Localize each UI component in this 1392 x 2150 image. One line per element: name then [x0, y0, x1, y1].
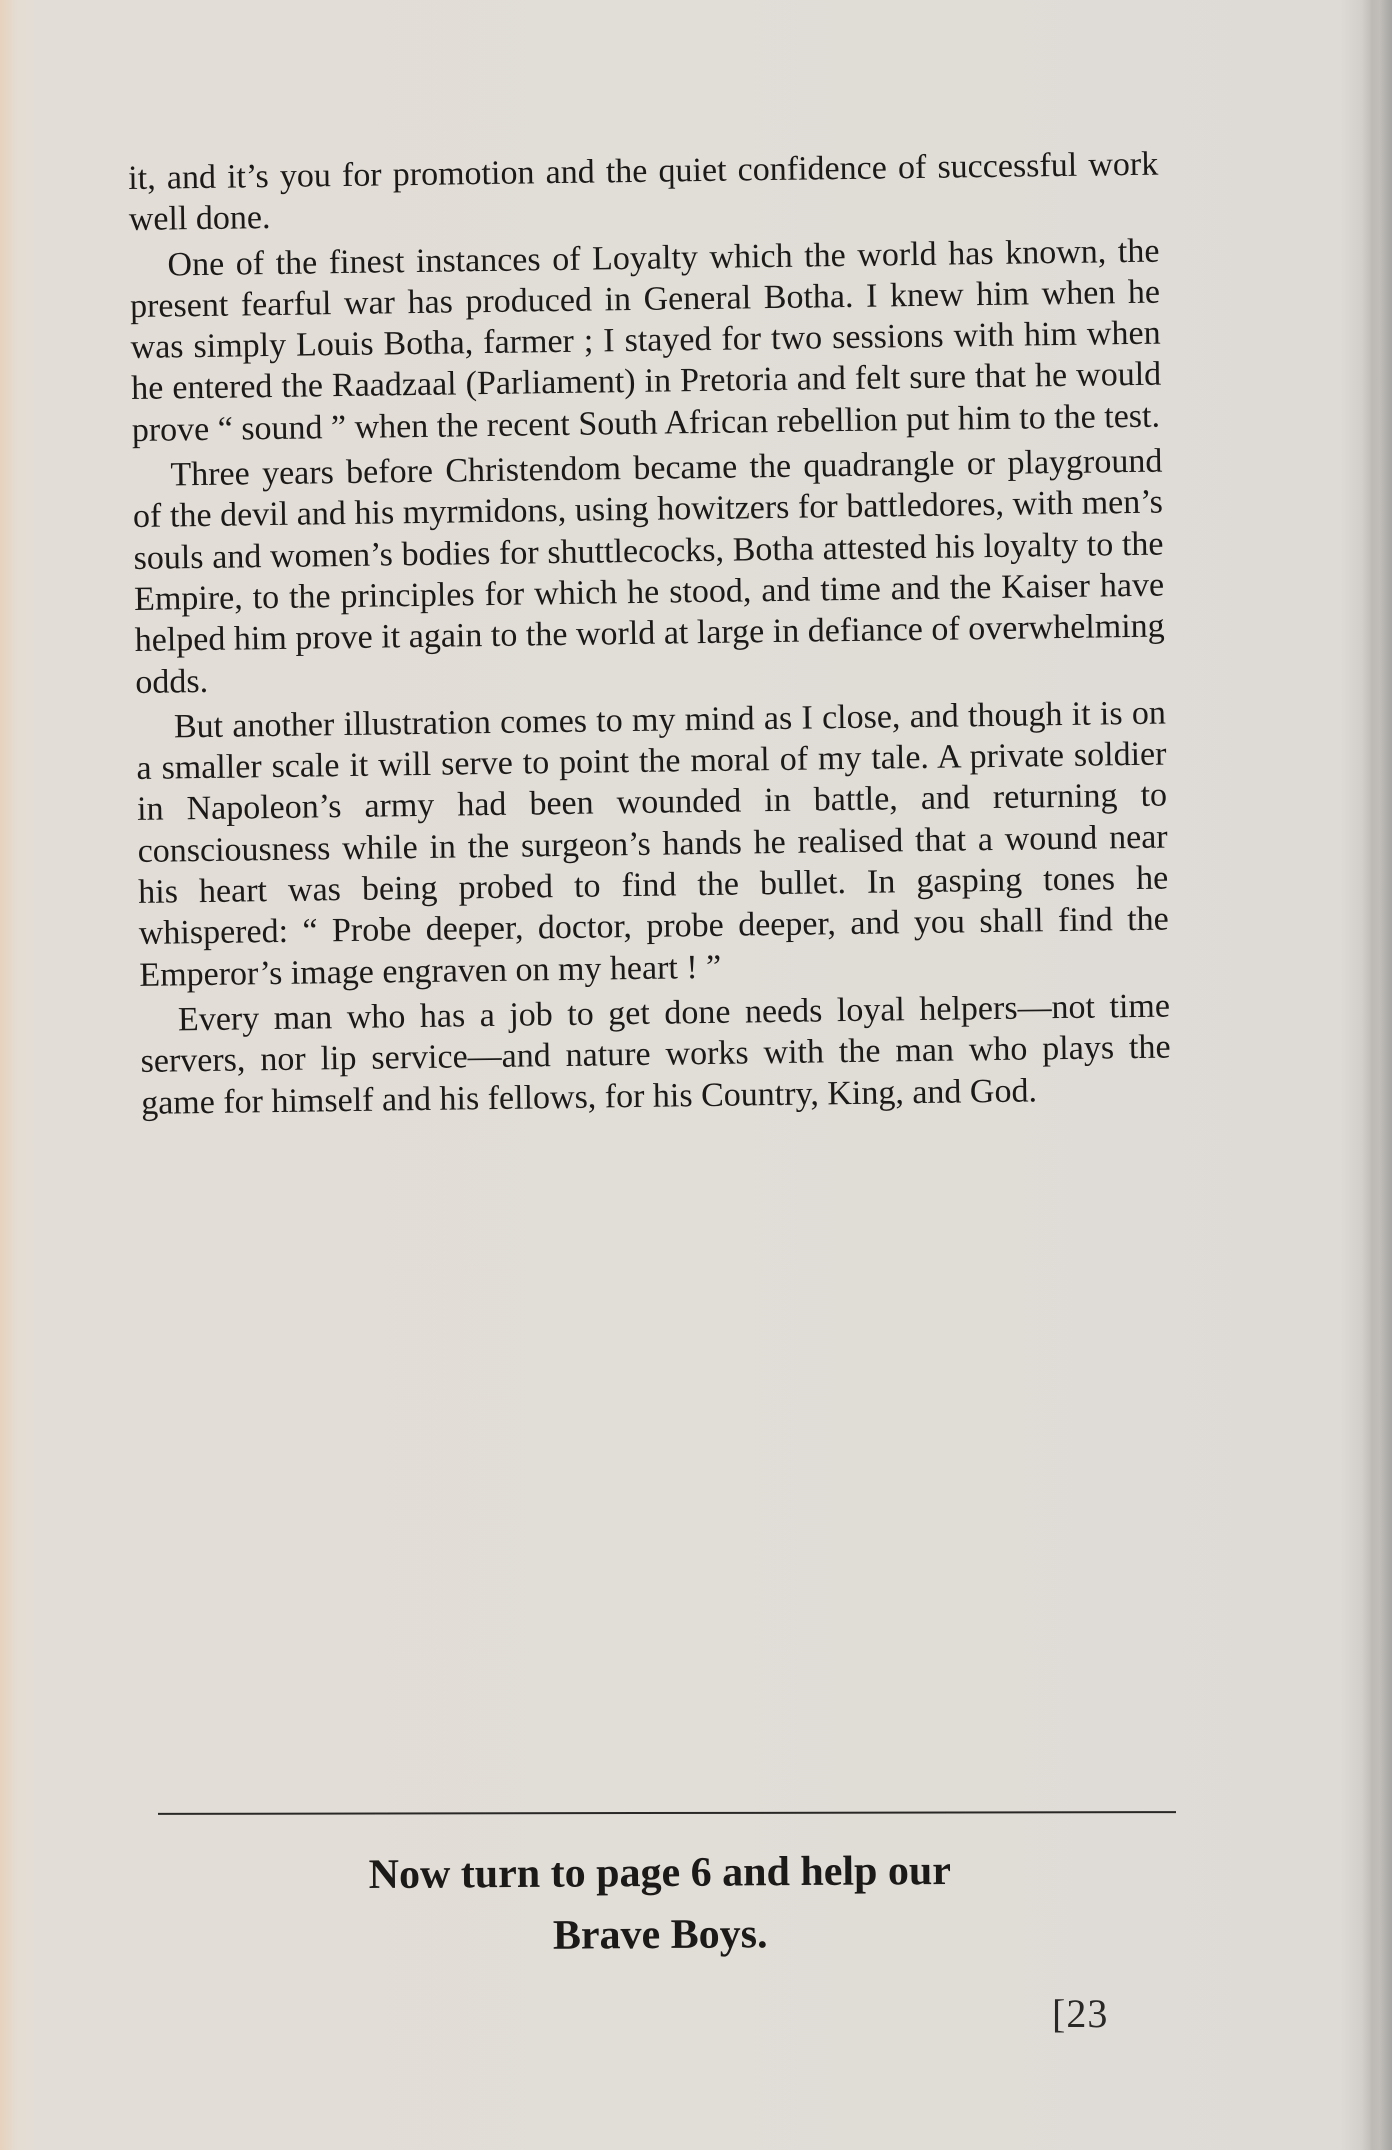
footer-note: [180, 1839, 1141, 1970]
footer-line-1: Now turn to page 6 and help our: [368, 1847, 952, 1899]
paragraph-1: it, and it’s you for promotion and the quiet confidence of successful work well done.: [128, 145, 1159, 239]
paragraph-3: Three years before Christendom became the quadrangle or playground of the devil and his myrmidons, using howitzers for battledores, with men’s souls and women’s bodies for shuttlecocks, Botha attested his loyalty to the Empire, to the principles for which he stood, and time and the Kaiser have helped him prove it again to the world at large in defiance of overwhelming odds.: [132, 442, 1165, 701]
divider-rule: [158, 1811, 1176, 1815]
paragraph-4: But another illustration comes to my mind as I close, and though it is on a smaller scale it will serve to point the moral of my tale. A private soldier in Napoleon’s army had been wounded in battle, and returning to consciousness while in the surgeon’s hands he realised that a wound near his heart was being probed to find the bullet. In gasping tones he whispered: “ Probe deeper, doctor, probe deeper, and you shall find the Emperor’s image engraven on my heart ! ”: [136, 694, 1169, 994]
page-number: [23: [1052, 1991, 1109, 2036]
footer-line-2: Brave Boys.: [552, 1911, 768, 1959]
body-text: [128, 144, 1171, 1128]
paragraph-5: Every man who has a job to get done needs loyal helpers—not time servers, nor lip service—and nature works with the man who plays the game for himself and his fellows, for his Country, King, and God.: [140, 987, 1171, 1122]
paragraph-2: One of the finest instances of Loyalty which the world has known, the present fearful war has produced in General Botha. I knew him when he was simply Louis Botha, farmer ; I stayed for two sessions with him when he entered the Raadzaal (Parliament) in Pretoria and felt sure that he would prove “ sound ” when the recent South African rebellion put him to the test.: [129, 232, 1162, 449]
page-edge-shadow: [1370, 0, 1392, 2150]
